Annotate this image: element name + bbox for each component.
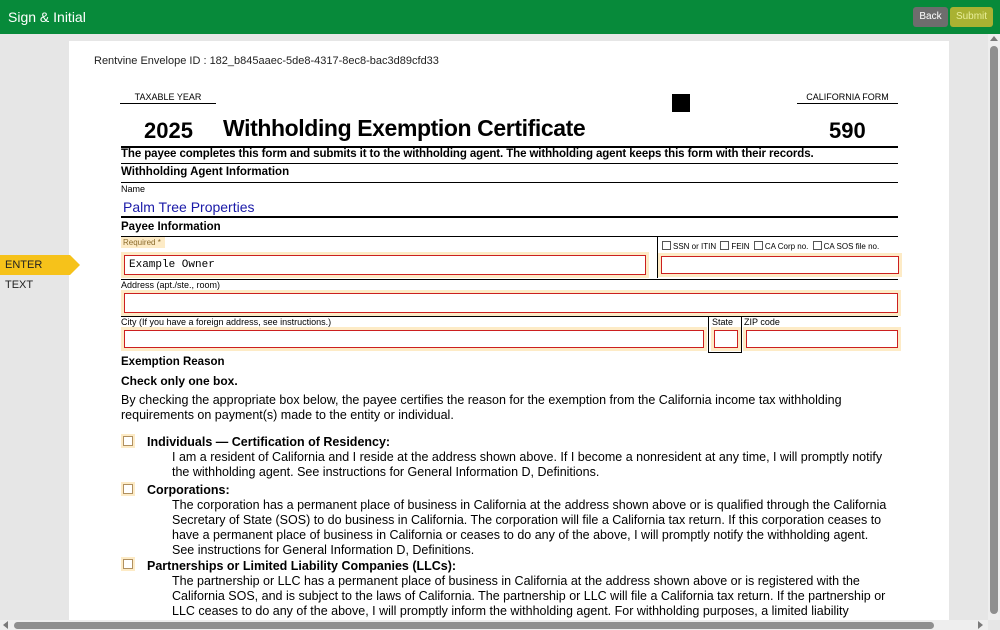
divider (708, 317, 709, 353)
divider (708, 352, 741, 353)
payee-name-wrap (121, 252, 649, 278)
city-field[interactable] (124, 330, 704, 348)
checkbox[interactable] (720, 241, 729, 250)
id-type-ca-sos[interactable]: CA SOS file no. (813, 241, 880, 251)
divider (121, 236, 898, 237)
agent-name: Palm Tree Properties (123, 199, 255, 215)
checkbox[interactable] (662, 241, 671, 250)
divider (121, 163, 898, 164)
intro-text: The payee completes this form and submits it to the withholding agent. The withholding agent keeps this form with their records. (121, 148, 814, 160)
agent-section-heading: Withholding Agent Information (121, 166, 290, 178)
enter-text-guide-tag[interactable]: ENTER TEXT (0, 255, 70, 275)
submit-button[interactable]: Submit (950, 7, 993, 27)
exemption-section-heading: Exemption Reason (121, 356, 225, 368)
checkbox[interactable] (813, 241, 822, 250)
app-title: Sign & Initial (8, 9, 86, 25)
corporations-checkbox[interactable] (123, 484, 133, 494)
exemption-intro: By checking the appropriate box below, the payee certifies the reason for the exemption from the California income tax withholding requirements on payment(s) made to the entity or individual. (121, 393, 842, 422)
form-number: 590 (829, 118, 866, 143)
id-number-wrap (658, 253, 902, 277)
back-button[interactable]: Back (913, 7, 948, 27)
city-label: City (If you have a foreign address, see instructions.) (121, 317, 332, 327)
scroll-right-icon[interactable] (978, 621, 983, 629)
checkbox[interactable] (754, 241, 763, 250)
form-title: Withholding Exemption Certificate (223, 115, 586, 141)
state-label: State (712, 317, 734, 327)
individuals-title: Individuals — Certification of Residency: (147, 435, 391, 449)
partnerships-checkbox-wrap (121, 557, 135, 571)
partnerships-body: The partnership or LLC has a permanent place of business in California at the address shown above or is registered with the California SOS, and is subject to the laws of California. The partnership or LLC will file a California tax return. If the partnership or LLC ceases to do any of the above, I will promptly inform the withholding agent. For withholding purposes, a limited liability (172, 574, 886, 618)
divider (121, 279, 898, 280)
individuals-body: I am a resident of California and I reside at the address shown above. If I become a nonresident at any time, I will promptly notify the withholding agent. See instructions for General Information D, Definitions. (172, 450, 883, 479)
payee-name-field[interactable]: Example Owner (124, 255, 646, 275)
partnerships-title: Partnerships or Limited Liability Companies (LLCs): (147, 559, 457, 573)
horizontal-scrollbar[interactable] (0, 620, 988, 630)
id-type-options (662, 241, 881, 251)
vertical-scrollbar[interactable] (988, 34, 1000, 620)
id-type-fein[interactable]: FEIN (720, 241, 749, 251)
address-wrap (121, 290, 901, 316)
scroll-left-icon[interactable] (3, 621, 8, 629)
partnerships-checkbox[interactable] (123, 559, 133, 569)
envelope-id: Rentvine Envelope ID : 182_b845aaec-5de8-4317-8ec8-bac3d89cfd33 (94, 55, 439, 67)
zip-field[interactable] (746, 330, 898, 348)
state-field[interactable] (714, 330, 738, 348)
individuals-checkbox[interactable] (123, 436, 133, 446)
horizontal-scroll-thumb[interactable] (14, 622, 934, 629)
vertical-scroll-thumb[interactable] (990, 46, 998, 614)
individuals-checkbox-wrap (121, 434, 135, 448)
corporations-body: The corporation has a permanent place of business in California at the address shown above or is qualified through the California Secretary of State (SOS) to do business in California. The corporation will file a California tax return. If this corporation ceases to have a permanent place of business in California or ceases to do any of the above, I will promptly notify the withholding agent. See instructions for General Information D, Definitions. (172, 498, 887, 557)
corporations-title: Corporations: (147, 483, 230, 497)
divider (121, 182, 898, 183)
divider (121, 216, 898, 218)
zip-label: ZIP code (744, 317, 780, 327)
id-number-field[interactable] (661, 256, 899, 274)
address-label: Address (apt./ste., room) (121, 280, 221, 290)
taxable-year: 2025 (144, 118, 193, 143)
state-wrap (711, 327, 741, 351)
document-page (69, 41, 949, 621)
address-field[interactable] (124, 293, 898, 313)
name-label: Name (121, 184, 146, 194)
form-marker (672, 94, 690, 112)
top-bar (0, 0, 1000, 34)
id-type-ssn[interactable]: SSN or ITIN (662, 241, 716, 251)
check-one-instruction: Check only one box. (121, 374, 238, 388)
id-type-ca-corp[interactable]: CA Corp no. (754, 241, 809, 251)
taxable-year-label: TAXABLE YEAR (120, 92, 216, 104)
divider (741, 317, 742, 353)
california-form-label: CALIFORNIA FORM (797, 92, 898, 104)
required-indicator: Required * (121, 237, 165, 248)
scroll-up-icon[interactable] (990, 36, 998, 41)
zip-wrap (743, 327, 901, 351)
corporations-checkbox-wrap (121, 482, 135, 496)
city-wrap (121, 327, 707, 351)
payee-section-heading: Payee Information (121, 221, 221, 233)
